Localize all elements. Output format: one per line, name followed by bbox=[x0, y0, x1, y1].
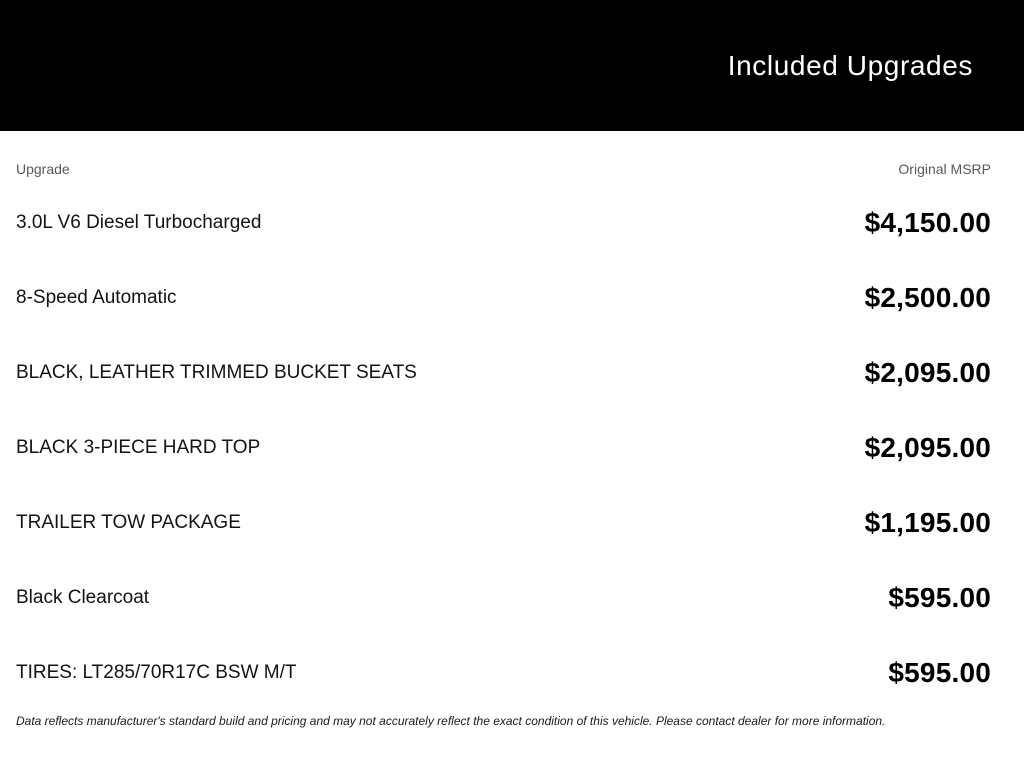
upgrade-msrp: $2,095.00 bbox=[864, 431, 991, 463]
upgrade-name: BLACK 3-PIECE HARD TOP bbox=[16, 436, 261, 458]
upgrade-msrp: $595.00 bbox=[888, 581, 991, 613]
upgrade-name: Black Clearcoat bbox=[16, 586, 150, 608]
table-rows bbox=[16, 185, 991, 710]
upgrade-msrp: $2,500.00 bbox=[864, 281, 991, 313]
table-row bbox=[16, 560, 991, 635]
table-row bbox=[16, 335, 991, 410]
upgrade-name: TRAILER TOW PACKAGE bbox=[16, 511, 241, 533]
table-row bbox=[16, 635, 991, 710]
upgrade-msrp: $595.00 bbox=[888, 656, 991, 688]
upgrade-name: BLACK, LEATHER TRIMMED BUCKET SEATS bbox=[16, 361, 417, 383]
table-column-headers bbox=[16, 161, 991, 177]
upgrade-name: TIRES: LT285/70R17C BSW M/T bbox=[16, 661, 297, 683]
table-row bbox=[16, 260, 991, 335]
page-title: Included Upgrades bbox=[727, 49, 973, 81]
upgrade-name: 8-Speed Automatic bbox=[16, 286, 177, 308]
table-row bbox=[16, 410, 991, 485]
column-header-msrp: Original MSRP bbox=[898, 161, 991, 177]
upgrade-msrp: $2,095.00 bbox=[864, 356, 991, 388]
upgrade-msrp: $1,195.00 bbox=[864, 506, 991, 538]
upgrade-msrp: $4,150.00 bbox=[864, 206, 991, 238]
upgrade-name: 3.0L V6 Diesel Turbocharged bbox=[16, 211, 262, 233]
disclaimer-text: Data reflects manufacturer's standard build and pricing and may not accurately reflect the exact condition of this vehicle. Please contact dealer for more information. bbox=[16, 714, 886, 728]
upgrades-table bbox=[0, 161, 1024, 728]
table-row bbox=[16, 485, 991, 560]
column-header-upgrade: Upgrade bbox=[16, 161, 70, 177]
page-header bbox=[0, 0, 1024, 131]
table-row bbox=[16, 185, 991, 260]
